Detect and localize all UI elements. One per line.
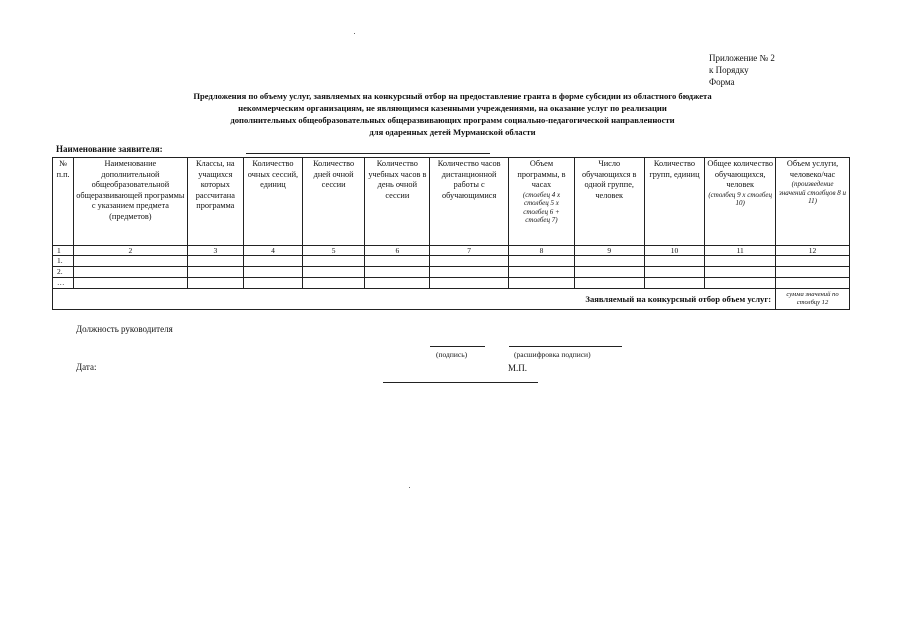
row-number: 2.	[53, 267, 74, 278]
header-note: (столбец 9 х столбец 10)	[708, 190, 773, 207]
header-note: (произведение значений столбцов 8 и 11)	[779, 180, 847, 205]
decode-line	[509, 346, 622, 347]
header-cell: № п.п.	[53, 158, 74, 246]
table-row	[53, 278, 850, 289]
column-number: 1	[53, 246, 74, 256]
scan-speck	[409, 487, 410, 488]
title-line-3: дополнительных общеобразовательных общеразвивающих программ социально-педагогической направленности	[230, 115, 675, 125]
header-note: (столбец 4 х столбец 5 х столбец 6 + столбец 7)	[522, 190, 561, 224]
header-cell: Объем программы, в часах (столбец 4 х столбец 5 х столбец 6 + столбец 7)	[509, 158, 575, 246]
appendix-number: Приложение № 2	[709, 53, 775, 63]
column-number: 2	[74, 246, 187, 256]
signature-line	[430, 346, 485, 347]
appendix-block	[709, 52, 775, 88]
column-number: 5	[302, 246, 365, 256]
header-cell: Количество групп, единиц	[644, 158, 705, 246]
applicant-name-line	[246, 153, 490, 154]
services-table	[52, 157, 850, 310]
header-cell: Количество учебных часов в день очной сессии	[365, 158, 430, 246]
decode-caption: (расшифровка подписи)	[514, 350, 591, 359]
header-cell: Количество дней очной сессии	[302, 158, 365, 246]
header-cell: Общее количество обучающихся, человек (столбец 9 х столбец 10)	[705, 158, 776, 246]
column-number: 11	[705, 246, 776, 256]
column-number: 8	[509, 246, 575, 256]
title-line-4: для одаренных детей Мурманской области	[369, 127, 536, 137]
title-line-2: некоммерческим организациям, не являющимся казенными учреждениями, на оказание услуг по реализации	[238, 103, 667, 113]
document-title	[140, 90, 765, 138]
column-number: 3	[187, 246, 244, 256]
appendix-form: Форма	[709, 77, 735, 87]
column-number-row	[53, 246, 850, 256]
table-row	[53, 256, 850, 267]
table-row	[53, 267, 850, 278]
appendix-order: к Порядку	[709, 65, 749, 75]
date-line	[383, 382, 538, 383]
column-number: 12	[776, 246, 850, 256]
total-row	[53, 289, 850, 310]
header-cell: Количество часов дистанционной работы с обучающимися	[430, 158, 509, 246]
column-number: 7	[430, 246, 509, 256]
header-cell: Число обучающихся в одной группе, человек	[574, 158, 644, 246]
position-label: Должность руководителя	[76, 324, 173, 334]
row-number: …	[53, 278, 74, 289]
header-cell: Классы, на учащихся которых рассчитана программа	[187, 158, 244, 246]
signature-caption: (подпись)	[436, 350, 468, 359]
date-label: Дата:	[76, 362, 97, 372]
applicant-label: Наименование заявителя:	[56, 144, 163, 154]
header-cell: Количество очных сессий, единиц	[244, 158, 303, 246]
column-number: 4	[244, 246, 303, 256]
total-label: Заявляемый на конкурсный отбор объем услуг:	[53, 289, 776, 310]
title-line-1: Предложения по объему услуг, заявляемых на конкурсный отбор на предоставление гранта в форме субсидии из областного бюджета	[193, 91, 712, 101]
scan-speck	[354, 33, 355, 34]
row-number: 1.	[53, 256, 74, 267]
header-cell: Объем услуги, человеко/час (произведение значений столбцов 8 и 11)	[776, 158, 850, 246]
stamp-label: М.П.	[508, 363, 528, 373]
column-number: 6	[365, 246, 430, 256]
header-row	[53, 158, 850, 246]
header-cell: Наименование дополнительной общеобразовательной общеразвивающей программы с указанием предмета (предметов)	[74, 158, 187, 246]
column-number: 10	[644, 246, 705, 256]
column-number: 9	[574, 246, 644, 256]
total-note: сумма значений по столбцу 12	[776, 289, 850, 310]
